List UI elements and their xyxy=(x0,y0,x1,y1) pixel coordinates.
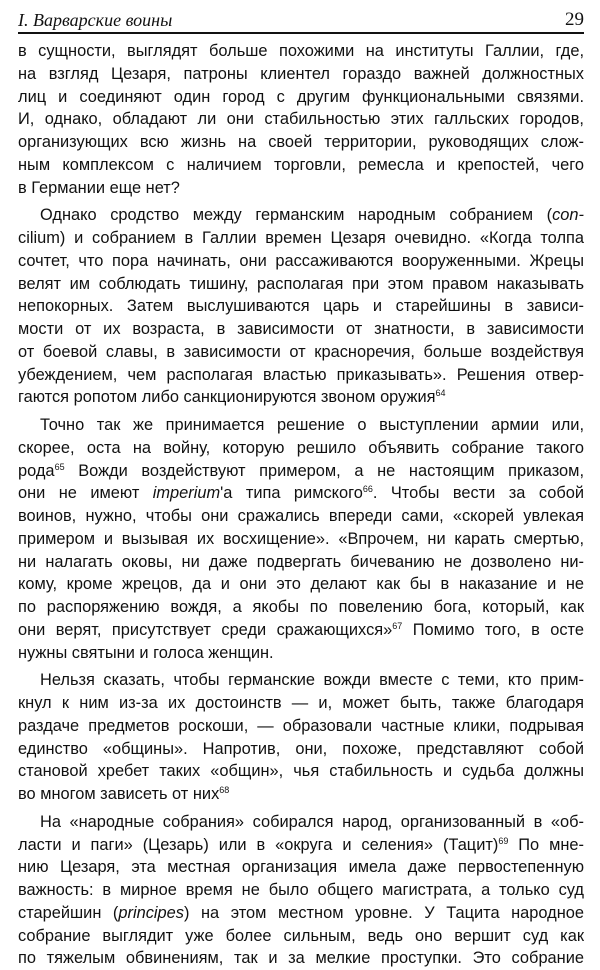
text-segment: гаются ропотом либо санкционируются звоном оружия xyxy=(18,388,436,407)
latin-term-imperium: imperium xyxy=(152,484,221,503)
text-line xyxy=(18,783,584,806)
text-line: по распоряжению вождя, а якобы по повелению бога, который, как xyxy=(18,598,584,616)
text-line: единство «общины». Напротив, они, похоже, представляют собой xyxy=(18,739,584,758)
text-segment: . Чтобы вести за собой xyxy=(372,484,584,503)
text-line: в Германии еще нет? xyxy=(18,178,180,197)
header-rule xyxy=(18,32,584,34)
text-line: ни налагать оковы, ни даже подвергать бичеванию не дозволено ни- xyxy=(18,552,584,571)
text-line: в сущности, выглядят больше похожими на институты Галлии, где, xyxy=(18,42,584,60)
text-line: убеждением, чем располагая властью приказывать». Решения отвер- xyxy=(18,365,584,384)
text-line: cilium) и собранием в Галлии времен Цезаря очевидно. «Когда толпа xyxy=(18,229,584,247)
footnote-ref-67: 67 xyxy=(392,620,403,631)
text-segment: Помимо того, в осте xyxy=(412,620,584,639)
text-line: организующих всю жизнь на своей территории, руководящих слож- xyxy=(18,133,584,151)
body-text xyxy=(18,40,584,970)
text-line: сочтет, что пора начинать, они рассаживаются вооруженными. Жрецы xyxy=(18,251,584,270)
page-header xyxy=(18,8,584,34)
text-line: важность: в мирное время не было общего магистрата, а только суд xyxy=(18,881,584,899)
text-line: нужны святыни и голоса женщин. xyxy=(18,643,274,662)
text-segment: они верят, присутствует среди сражающихся» xyxy=(18,620,393,639)
text-line xyxy=(18,460,584,483)
text-line: от боевой славы, в зависимости от красноречия, больше воздействуя xyxy=(18,342,584,361)
text-segment: ) на этом местном уровне. У Тацита народное xyxy=(184,903,584,922)
text-segment: во многом зависеть от них xyxy=(18,785,220,803)
text-line: воинов, нужно, чтобы они сражались впереди сами, «скорей увлекая xyxy=(18,507,584,525)
text-segment: Однако сродство между германским народным собранием ( xyxy=(40,206,553,225)
footnote-ref-68: 68 xyxy=(219,785,230,795)
text-line xyxy=(18,834,584,857)
text-segment: 'а типа римского xyxy=(220,484,363,503)
latin-term-concilium: con- xyxy=(552,206,584,225)
running-head: I. Варварские воины xyxy=(18,10,173,30)
text-line xyxy=(18,386,584,409)
text-line xyxy=(18,482,584,505)
text-segment: По мне- xyxy=(518,835,584,854)
text-line: велят им соблюдать тишину, располагая при этом правом наказывать xyxy=(18,274,584,293)
text-line: кнул к ним из-за их достоинств — и, может быть, также благодаря xyxy=(18,694,584,712)
text-line: На «народные собрания» собирался народ, организованный в «об- xyxy=(40,812,584,831)
text-line xyxy=(18,619,584,642)
text-line: непокорных. Затем выслушиваются царь и старейшины в зависи- xyxy=(18,297,584,316)
text-line: ным комплексом с наличием торговли, ремесла и крепостей, чего xyxy=(18,155,584,174)
text-line: нию Цезаря, эта местная организация имела даже первостепенную xyxy=(18,858,584,877)
text-line: раздаче предметов роскоши, — образовали частные клики, подрывая xyxy=(18,716,584,735)
footnote-ref-69: 69 xyxy=(498,835,509,846)
text-line: кому, кроме жрецов, да и они это делают как бы в наказание и не xyxy=(18,575,584,594)
footnote-ref-64: 64 xyxy=(435,388,446,399)
text-line: примером и вызывая их восхищение». «Впрочем, ни карать смертью, xyxy=(18,529,584,548)
latin-term-principes: principes xyxy=(118,903,184,922)
page-number: 29 xyxy=(565,9,584,30)
text-line xyxy=(18,902,584,925)
text-segment: старейшин ( xyxy=(18,903,119,922)
text-segment: ласти и паги» (Цезарь) или в «округа и селения» (Тацит) xyxy=(18,835,499,854)
text-line: становой хребет таких «общин», чья стабильность и судьба должны xyxy=(18,762,584,781)
text-line: собрание выглядит уже более сильным, ведь оно вершит суд как xyxy=(18,926,584,945)
footnote-ref-66: 66 xyxy=(362,484,373,495)
text-segment: они не имеют xyxy=(18,484,153,503)
text-line: по тяжелым обвинениям, так и за мелкие проступки. Это собрание xyxy=(18,949,584,968)
text-line: на взгляд Цезаря, патроны клиентел гораздо важней должностных xyxy=(18,64,584,83)
text-line xyxy=(18,204,584,227)
text-line: скорее, оста на войну, которую решило объявить собрание такого xyxy=(18,438,584,457)
text-line: лиц и соединяют один город с другим функциональными связями. xyxy=(18,87,584,106)
text-line: И, однако, обладают ли они стабильностью этих галльских городов, xyxy=(18,110,584,129)
text-line: Точно так же принимается решение о выступлении армии или, xyxy=(40,416,584,434)
text-line: Нельзя сказать, чтобы германские вожди вместе с теми, кто прим- xyxy=(40,671,584,690)
footnote-ref-65: 65 xyxy=(54,461,65,472)
text-segment: рода xyxy=(18,461,55,480)
text-segment: Вожди воздействуют примером, а не настоящим приказом, xyxy=(78,461,584,480)
text-line: мости от их возраста, в зависимости от знатности, в зависимости xyxy=(18,320,584,338)
